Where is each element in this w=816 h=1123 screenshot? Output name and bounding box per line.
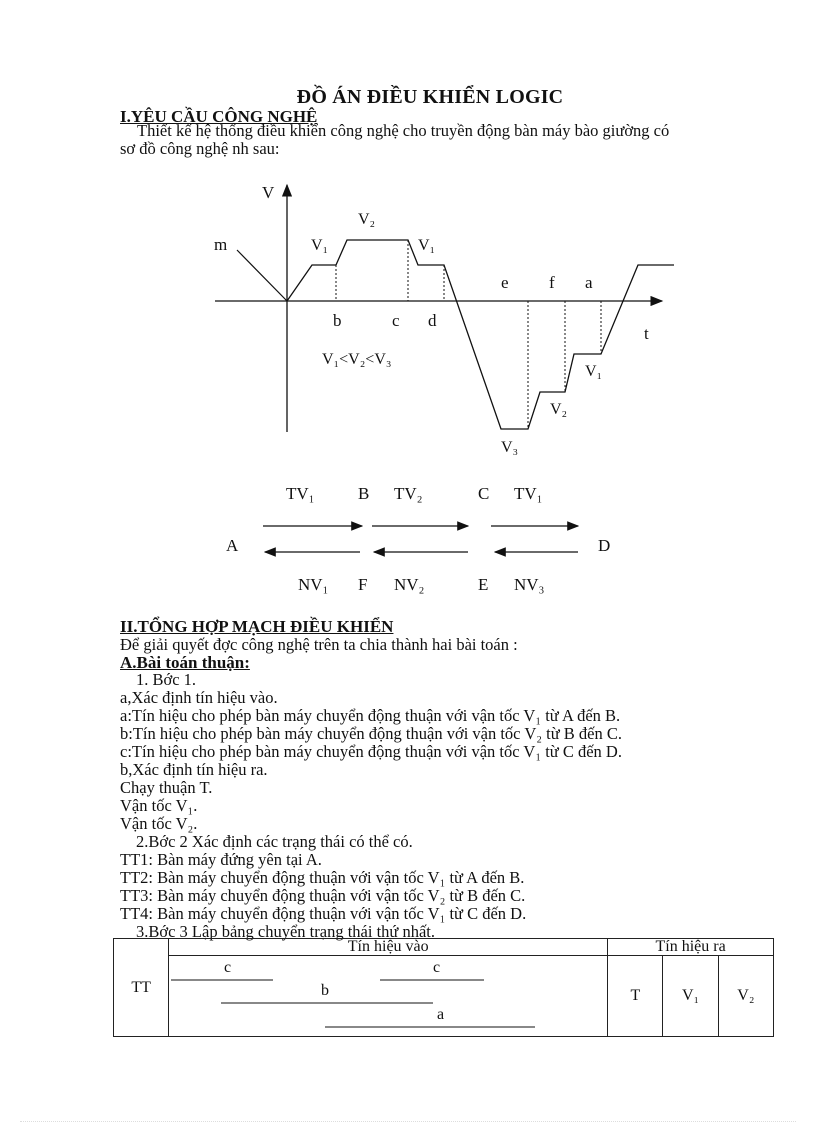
point-f-label: f [549,273,555,292]
body-line: 3.Bớc 3 Lập bảng chuyển trạng thái thứ nhất. [136,922,436,941]
m-label: m [214,235,228,254]
flow-tv1-label: TV₁ [286,484,315,503]
requirements-line-1: Thiết kế hệ thống điều khiển công nghệ cho truyền động bàn máy bào giường có [137,121,670,140]
output-t: T [608,956,663,1037]
point-b-label: b [333,311,342,330]
point-e-label: e [501,273,509,292]
flow-tv2-label: TV₂ [394,484,423,503]
page-footer-divider [20,1121,796,1122]
flow-nv1-label: NV₁ [298,575,329,594]
flow-point-d: D [598,536,611,555]
body-line: TT4: Bàn máy chuyển động thuận với vận tốc V₁ từ C đến D. [120,904,527,923]
synthesis-intro: Để giải quyết đợc công nghệ trên ta chia thành hai bài toán : [120,635,518,654]
v1-label-first: V₁ [311,237,329,254]
page-title: ĐỒ ÁN ĐIỀU KHIỂN LOGIC [296,86,564,108]
section-heading-synthesis: II.TỔNG HỢP MẠCH ĐIỀU KHIỂN [120,617,394,636]
m-line [237,250,287,301]
flow-nv2-label: NV₂ [394,575,425,594]
input-signal-timing [169,956,589,1036]
outputs-header: Tín hiệu ra [608,939,774,956]
neg-v2-label: V₂ [550,401,568,418]
neg-v3-label: V₃ [501,439,519,456]
body-line: b,Xác định tín hiệu ra. [120,760,268,779]
signal-b: b [321,982,330,999]
body-line: a:Tín hiệu cho phép bàn máy chuyển động thuận với vận tốc V₁ từ A đến B. [120,706,621,725]
signal-c-first: c [224,959,232,976]
velocity-inequality: V₁<V₂<V₃ [322,351,392,368]
state-transition-table [113,938,774,1037]
flow-point-a: A [226,536,239,555]
body-line: Vận tốc V₁. [120,796,198,815]
inputs-header: Tín hiệu vào [169,939,608,956]
body-line: 2.Bớc 2 Xác định các trạng thái có thể có. [136,832,413,851]
t-axis-label: t [644,324,649,343]
body-line: b:Tín hiệu cho phép bàn máy chuyển động thuận với vận tốc V₂ từ B đến C. [120,724,622,743]
body-line: Chạy thuận T. [120,778,213,797]
body-line: TT1: Bàn máy đứng yên tại A. [120,850,322,869]
flow-point-e: E [478,575,489,594]
output-v1: V₁ [663,956,718,1037]
signal-a: a [437,1006,445,1023]
flow-nv3-label: NV₃ [514,575,545,594]
body-line: TT2: Bàn máy chuyển động thuận với vận tốc V₁ từ A đến B. [120,868,525,887]
requirements-line-2: sơ đồ công nghệ nh sau: [120,139,280,158]
body-line: c:Tín hiệu cho phép bàn máy chuyển động thuận với vận tốc V₁ từ C đến D. [120,742,622,761]
flow-point-b: B [358,484,370,503]
flow-tv1b-label: TV₁ [514,484,543,503]
body-line: a,Xác định tín hiệu vào. [120,688,278,707]
v2-label: V₂ [358,211,376,228]
point-d-label: d [428,311,437,330]
section-heading-requirements: I.YÊU CẦU CÔNG NGHỆ [120,107,318,126]
velocity-profile [287,240,674,429]
flow-point-c: C [478,484,490,503]
output-v2: V₂ [718,956,773,1037]
input-signals-cell [169,956,608,1037]
body-line: Vận tốc V₂. [120,814,198,833]
neg-v1-label: V₁ [585,363,603,380]
body-line: 1. Bớc 1. [136,670,197,689]
flow-point-f: F [358,575,368,594]
signal-c-second: c [433,959,441,976]
v1-label-second: V₁ [418,237,436,254]
point-a-label: a [585,273,593,292]
body-line: TT3: Bàn máy chuyển động thuận với vận tốc V₂ từ B đến C. [120,886,526,905]
point-c-label: c [392,311,400,330]
v-axis-label: V [262,183,275,202]
subheading-forward-problem: A.Bài toán thuận: [120,653,250,672]
tt-header: TT [114,939,169,1037]
